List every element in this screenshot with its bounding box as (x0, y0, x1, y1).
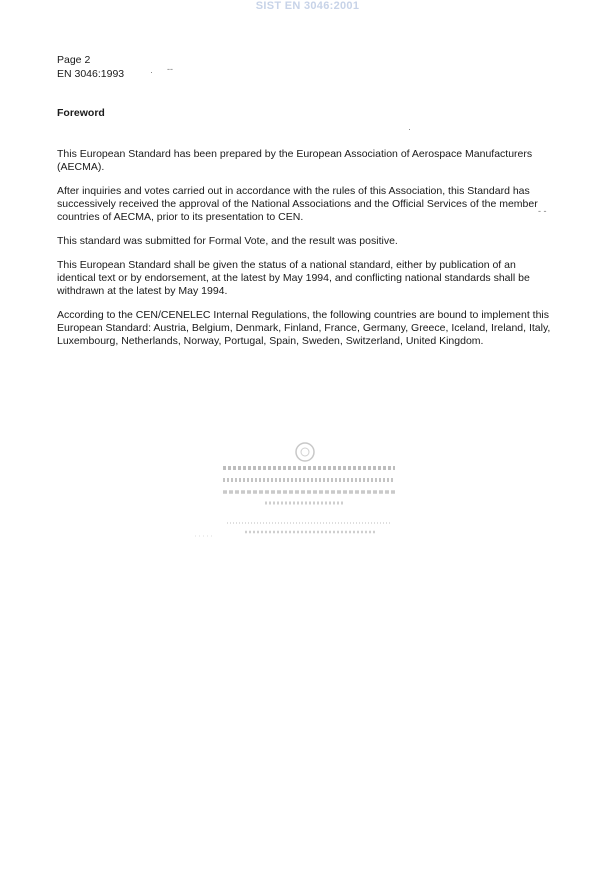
watermark-label: SIST EN 3046:2001 (255, 0, 360, 12)
scan-speck: · (150, 67, 153, 77)
page-header (57, 53, 124, 81)
paragraph: According to the CEN/CENELEC Internal Regulations, the following countries are bound to implement this European Standard: Austria, Belgium, Denmark, Finland, France, Germany, Greece, Iceland, Ireland, Italy, Luxembourg, Netherlands, Norway, Portugal, Spain, Sweden, Switzerland, United Kingdom. (57, 309, 551, 347)
page-number: Page 2 (57, 54, 91, 66)
scan-speck: -- (167, 64, 173, 74)
paragraph: This European Standard has been prepared by the European Association of Aerospace Manufacturers (AECMA). (57, 148, 533, 173)
paragraph: This European Standard shall be given the status of a national standard, either by publication of an identical text or by endorsement, at the latest by May 1994, and conflicting national standards shall be withdrawn at the latest by May 1994. (57, 259, 530, 297)
foreword-body (57, 148, 552, 359)
faded-stamp-icon (195, 440, 425, 550)
document-id: EN 3046:1993 (57, 68, 125, 80)
paragraph: After inquiries and votes carried out in accordance with the rules of this Association, this Standard has successively received the approval of the National Associations and the Official Services of the member countries of AECMA, prior to its presentation to CEN. (57, 185, 538, 223)
scan-speck: - - (538, 206, 547, 216)
scan-speck: · (408, 124, 411, 134)
paragraph: This standard was submitted for Formal Vote, and the result was positive. (57, 235, 398, 247)
section-heading: Foreword (57, 107, 105, 119)
